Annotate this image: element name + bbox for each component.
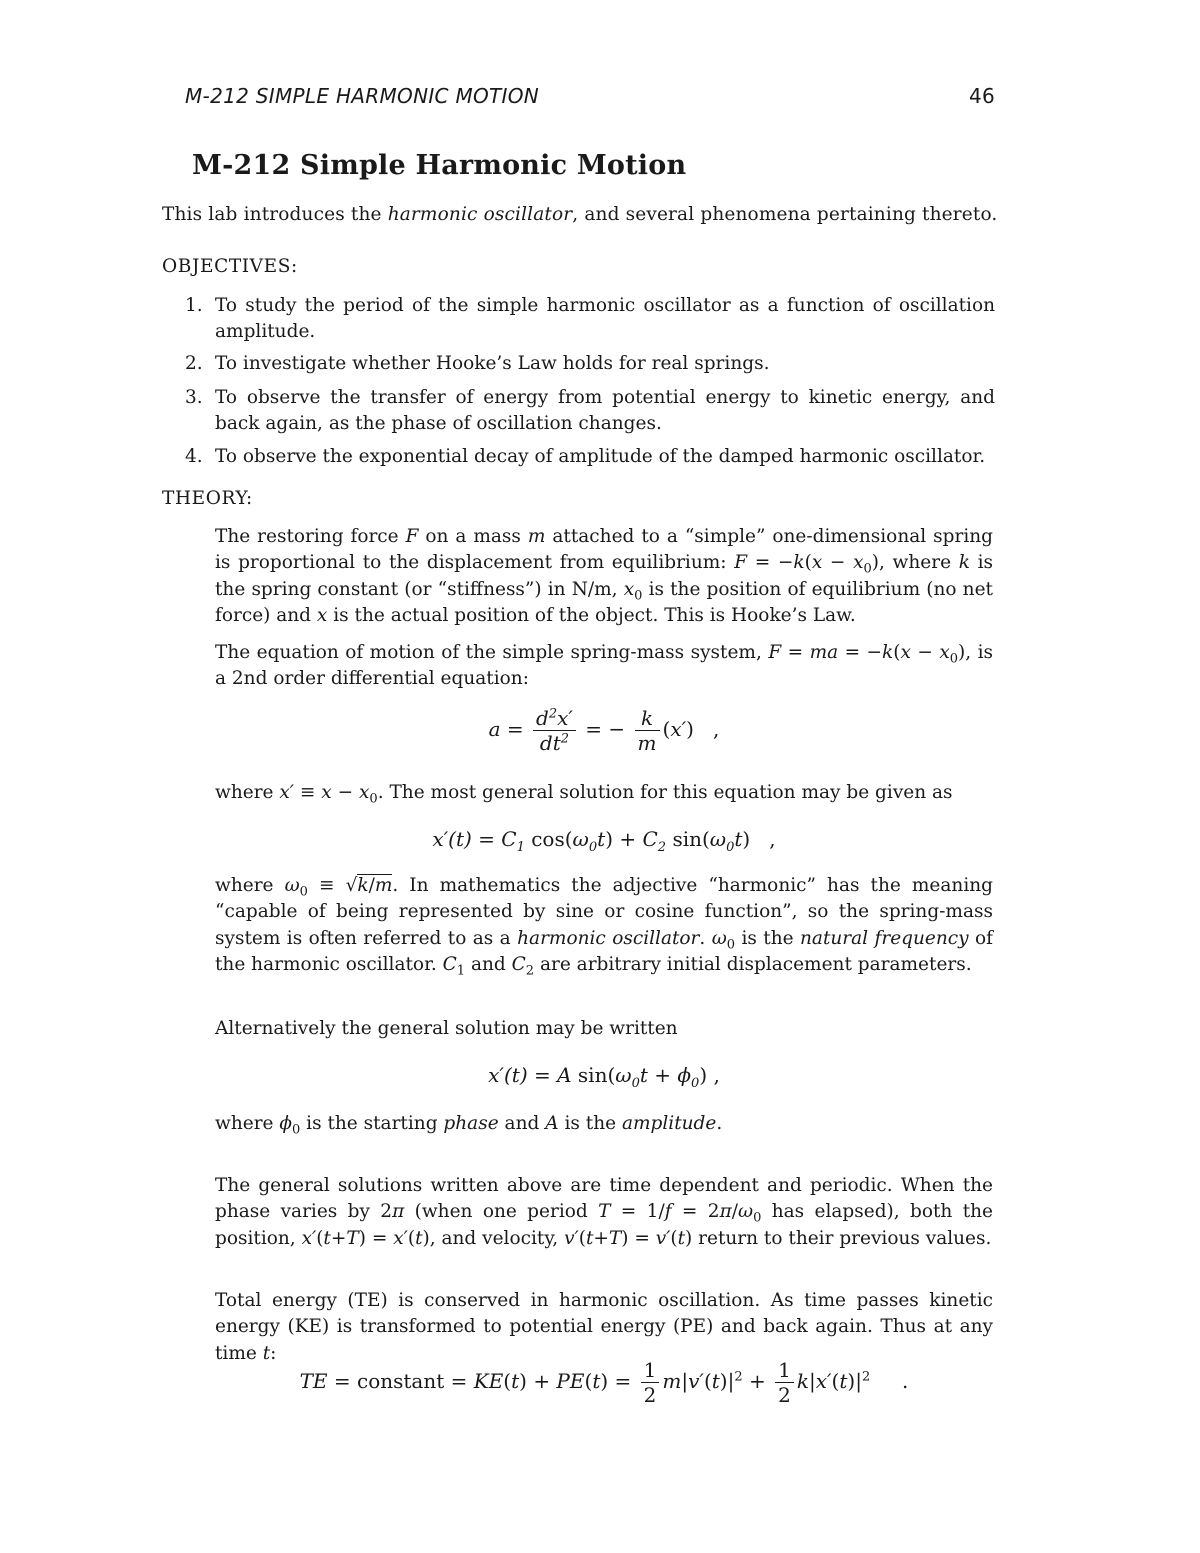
theory-paragraph-hooke: The restoring force F on a mass m attached to a “simple” one-dimensional spring is proportional to the displacement from equilibrium: $F = -k(x - x_0)$, where k is the spring constant (or “stiffness”) in N/m, $x_0$ is the position of equilibrium (no net force) and x is the actual position of the object. This is Hooke’s Law. <box>215 526 994 626</box>
equation-total-energy: TE = constant = KE(t) + PE(t) = $\frac{1}{2}$ $m|v'(t)|^2$ + $\frac{1}{2}$ $k|x'(t)|^2$ . <box>299 1358 909 1407</box>
theory-paragraph-energy: Total energy (TE) is conserved in harmonic oscillation. As time passes kinetic energy (KE) is transformed to potential energy (PE) and back again. Thus at any time t: <box>215 1290 993 1364</box>
theory-paragraph-harmonic: where $\omega_0 \equiv √k/m$. In mathematics the adjective “harmonic” has the meaning “capable of being represented by sine or cosine function”, so the spring-mass system is often referred to as a harmonic oscillator. $\omega_0$ is the natural frequency of the harmonic oscillator. $C_1$ and $C_2$ are arbitrary initial displacement parameters. <box>215 875 993 979</box>
page-number: 46 <box>968 84 995 108</box>
equation-general-solution: $x'(t) = C_1$ $\cos(\omega_0t) + C_2$ $\sin(\omega_0t)$ , <box>432 827 776 855</box>
running-header <box>185 84 995 108</box>
theory-paragraph-phase: where $\phi_0$ is the starting phase and A is the amplitude. <box>215 1113 723 1138</box>
theory-paragraph-periodic: The general solutions written above are time dependent and periodic. When the phase varies by 2π (when one period $T = 1/f = 2\pi/\omega_0$ has elapsed), both the position, x′(t+T) = x′(t), and velocity, v′(t+T) = v′(t) return to their previous values. <box>215 1175 993 1249</box>
theory-label: THEORY: <box>162 488 253 509</box>
equation-differential: a = $\frac{d^2x'}{dt^2}$ = − $\frac{k}{m}$ (x′) , <box>488 706 720 755</box>
objectives-label: OBJECTIVES: <box>162 256 298 277</box>
theory-paragraph-substitution: where $x' \equiv x - x_0$. The most general solution for this equation may be given as <box>215 782 953 807</box>
objective-item: 1. To study the period of the simple harmonic oscillator as a function of oscillation amplitude. <box>185 295 995 342</box>
running-title: M-212 SIMPLE HARMONIC MOTION <box>185 84 540 108</box>
theory-paragraph-equation-of-motion: The equation of motion of the simple spring-mass system, F = ma = $-k(x - x_0)$, is a 2nd order differential equation: <box>215 642 994 690</box>
objective-item: 3. To observe the transfer of energy from potential energy to kinetic energy, and back again, as the phase of oscillation changes. <box>185 387 995 434</box>
intro-paragraph: This lab introduces the harmonic oscillator, and several phenomena pertaining thereto. <box>162 204 998 225</box>
equation-amplitude-phase: x′(t) = A $\sin(\omega_0t + \phi_0)$ , <box>488 1063 720 1091</box>
page-title: M-212 Simple Harmonic Motion <box>192 150 687 181</box>
objective-item: 4. To observe the exponential decay of amplitude of the damped harmonic oscillator. <box>185 446 986 467</box>
theory-paragraph-alternative: Alternatively the general solution may be written <box>215 1018 678 1039</box>
objective-item: 2. To investigate whether Hooke’s Law holds for real springs. <box>185 353 770 374</box>
